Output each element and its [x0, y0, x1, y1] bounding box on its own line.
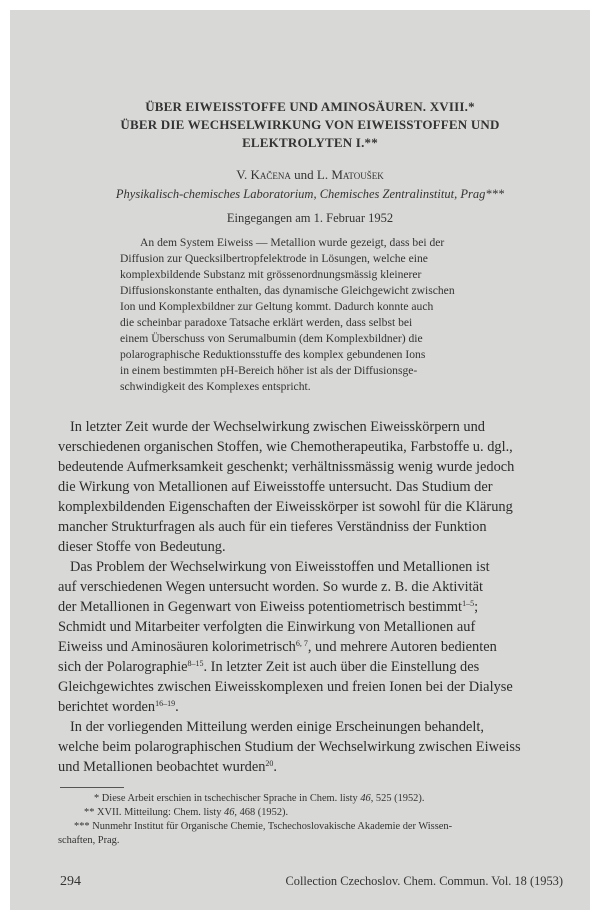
- article-title-line-1: ÜBER EIWEISSTOFFE UND AMINOSÄUREN. XVIII.*: [145, 99, 475, 114]
- body-line: [58, 497, 563, 517]
- body-line: [58, 557, 563, 577]
- abstract-line: Diffusion zur Quecksilbertropfelektrode in Lösungen, welche eine: [120, 252, 428, 265]
- reference-superscript: 6, 7: [295, 639, 308, 648]
- abstract-line: in einem bestimmten pH-Bereich höher ist als der Diffusionsge-: [120, 364, 418, 377]
- authors: [58, 166, 562, 184]
- body-line: [58, 617, 563, 637]
- body-line: [58, 577, 563, 597]
- abstract: [120, 235, 501, 395]
- body-line-text: berichtet worden: [58, 699, 156, 715]
- body-line-text: .: [273, 759, 278, 775]
- author-conjunction: und: [294, 167, 314, 182]
- body-line: [58, 537, 563, 557]
- footnotes: [58, 792, 561, 848]
- abstract-line: schwindigkeit des Komplexes entspricht.: [120, 380, 311, 393]
- body-line: [58, 657, 563, 677]
- body-line-text: . In letzter Zeit ist auch über die Einstellung des: [203, 659, 480, 675]
- footnote-mark: *: [94, 793, 102, 804]
- body-line-text: auf verschiedenen Wegen untersucht worden. So wurde z. B. die Aktivität: [58, 579, 483, 595]
- footnote-text: Diese Arbeit erschien in tschechischer Sprache in Chem. listy: [101, 793, 361, 804]
- body-line-text: und Metallionen beobachtet wurden: [58, 759, 266, 775]
- footnote-continuation: schaften, Prag.: [58, 835, 120, 846]
- abstract-line: Diffusionskonstante enthalten, das dynamische Gleichgewicht zwischen: [120, 284, 455, 297]
- body-line-text: Eiweiss und Aminosäuren kolorimetrisch: [58, 639, 296, 655]
- body-line-text: .: [175, 699, 179, 715]
- footnote: [58, 806, 561, 820]
- body-line-text: dieser Stoffe von Bedeutung.: [58, 539, 226, 555]
- body-line-text: ;: [474, 599, 479, 615]
- institution: Physikalisch-chemisches Laboratorium, Chemisches Zentralinstitut, Prag***: [115, 187, 505, 201]
- body-line-text: komplexbildenden Eigenschaften der Eiweisskörper ist sowohl für die Klärung: [58, 499, 513, 515]
- body-line-text: In der vorliegenden Mitteilung werden einige Erscheinungen behandelt,: [70, 719, 484, 735]
- received-date: Eingegangen am 1. Februar 1952: [226, 211, 394, 225]
- reference-superscript: 16–19: [155, 699, 176, 708]
- body-line-text: verschiedenen organischen Stoffen, wie Chemotherapeutika, Farbstoffe u. dgl.,: [58, 439, 513, 455]
- body-line: [58, 717, 563, 737]
- page-footer: [58, 874, 563, 890]
- abstract-line: An dem System Eiweiss — Metallion wurde gezeigt, dass bei der: [140, 236, 445, 249]
- body-line: [58, 417, 563, 437]
- body-line-text: Das Problem der Wechselwirkung von Eiweisstoffen und Metallionen ist: [70, 559, 490, 575]
- body-line: [58, 517, 563, 537]
- author-2-initial: L.: [316, 167, 329, 182]
- body-line-text: Schmidt und Mitarbeiter verfolgten die Einwirkung von Metallionen auf: [58, 619, 476, 635]
- footnote-text: , 525 (1952).: [370, 793, 425, 804]
- footnote-volume: 46: [360, 793, 371, 804]
- footnote: [58, 820, 561, 834]
- abstract-line: einem Überschuss von Serumalbumin (dem Komplexbildner) die: [120, 332, 423, 345]
- author-1-name: Kačena: [250, 167, 291, 182]
- footnote-text: , 468 (1952).: [234, 807, 289, 818]
- body-line: [58, 437, 563, 457]
- footnote-text: Nunmehr Institut für Organische Chemie, Tschechoslovakische Akademie der Wissen-: [92, 821, 453, 832]
- reference-superscript: 8–15: [187, 659, 204, 668]
- abstract-line: die scheinbar paradoxe Tatsache erklärt werden, dass selbst bei: [120, 316, 413, 329]
- reference-superscript: 20: [265, 759, 274, 768]
- body-line-text: In letzter Zeit wurde der Wechselwirkung zwischen Eiweisskörpern und: [70, 419, 485, 435]
- body-line-text: sich der Polarographie: [58, 659, 188, 675]
- body-line-text: welche beim polarographischen Studium der Wechselwirkung zwischen Eiweiss: [58, 739, 521, 755]
- body-line: [58, 757, 563, 777]
- article-title-line-3: ELEKTROLYTEN I.**: [242, 135, 378, 150]
- body-line-text: mancher Strukturfragen als auch für ein tieferes Verständniss der Funktion: [58, 519, 487, 535]
- body-line-text: Gleichgewichtes zwischen Eiweisskomplexen und freien Ionen bei der Dialyse: [58, 679, 513, 695]
- abstract-line: komplexbildende Substanz mit grössenordnungsmässig kleinerer: [120, 268, 422, 281]
- body-text: [58, 417, 563, 777]
- body-line-text: , und mehrere Autoren bedienten: [307, 639, 497, 655]
- abstract-line: Ion und Komplexbildner zur Geltung kommt. Dadurch konnte auch: [120, 300, 434, 313]
- body-line: [58, 697, 563, 717]
- footnote-text: XVII. Mitteilung: Chem. listy: [97, 807, 224, 818]
- body-line: [58, 637, 563, 657]
- body-line: [58, 737, 563, 757]
- scanned-page: [10, 10, 590, 910]
- page-number: 294: [60, 874, 81, 889]
- body-line: [58, 457, 563, 477]
- footnote-mark: **: [84, 807, 97, 818]
- body-line: [58, 477, 563, 497]
- body-line: [58, 677, 563, 697]
- footnote: [58, 792, 561, 806]
- body-line-text: der Metallionen in Gegenwart von Eiweiss potentiometrisch bestimmt: [58, 599, 463, 615]
- body-line: [58, 597, 563, 617]
- body-line-text: bedeutende Aufmerksamkeit geschenkt; verhältnissmässig wenig wurde jedoch: [58, 459, 515, 475]
- body-line-text: die Wirkung von Metallionen auf Eiweisstoffe untersucht. Das Studium der: [58, 479, 493, 495]
- footnote-rule: [60, 787, 124, 788]
- reference-superscript: 1–5: [462, 599, 475, 608]
- footnote-volume: 46: [224, 807, 235, 818]
- author-2-name: Matoušek: [331, 167, 384, 182]
- abstract-line: polarographische Reduktionsstuffe des komplex gebundenen Ions: [120, 348, 426, 361]
- author-1-initial: V.: [236, 167, 248, 182]
- journal-citation: Collection Czechoslov. Chem. Commun. Vol. 18 (1953): [285, 874, 563, 888]
- article-title-line-2: ÜBER DIE WECHSELWIRKUNG VON EIWEISSTOFFEN UND: [120, 117, 500, 132]
- footnote-mark: ***: [74, 821, 93, 832]
